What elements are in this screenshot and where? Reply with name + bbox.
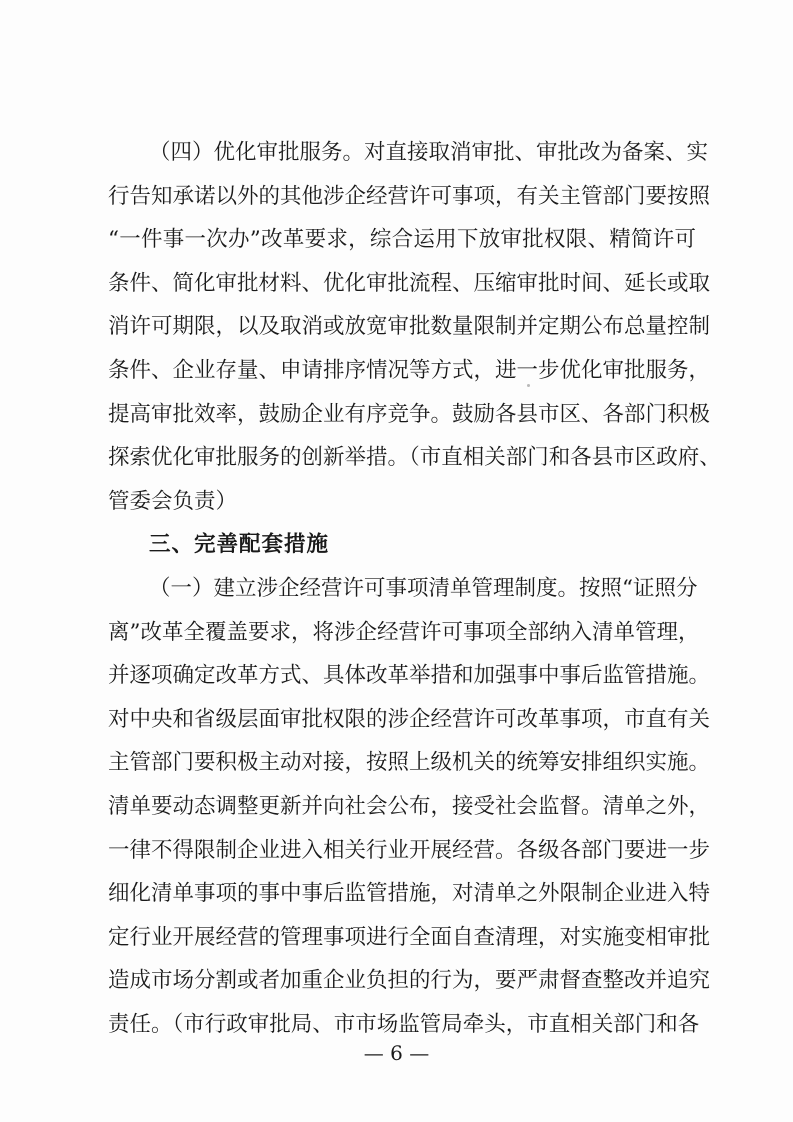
scan-speck (527, 384, 530, 387)
paragraph-line: 探索优化审批服务的创新举措。（市直相关部门和各县市区政府、 (108, 445, 721, 470)
paragraph-line: 离”改革全覆盖要求，将涉企经营许可事项全部纳入清单管理， (108, 620, 700, 645)
section-heading: 三、完善配套措施 (149, 532, 330, 557)
paragraph-line: 管委会负责） (108, 489, 238, 514)
paragraph-line: 主管部门要积极主动对接，按照上级机关的统筹安排组织实施。 (108, 750, 711, 775)
paragraph-line: 一律不得限制企业进入相关行业开展经营。各级各部门要进一步 (108, 838, 711, 863)
page-number: — 6 — (363, 1041, 430, 1065)
paragraph-line: “一件事一次办”改革要求，综合运用下放审批权限、精简许可 (108, 227, 696, 252)
paragraph-line: （四）优化审批服务。对直接取消审批、审批改为备案、实 (149, 140, 709, 165)
paragraph-line: 提高审批效率，鼓励企业有序竞争。鼓励各县市区、各部门积极 (108, 402, 711, 427)
paragraph-line: 定行业开展经营的管理事项进行全面自查清理，对实施变相审批 (108, 925, 711, 950)
paragraph-line: （一）建立涉企经营许可事项清单管理制度。按照“证照分 (149, 576, 698, 601)
paragraph-line: 消许可期限，以及取消或放宽审批数量限制并定期公布总量控制 (108, 314, 711, 339)
paragraph-line: 细化清单事项的事中事后监管措施，对清单之外限制企业进入特 (108, 881, 711, 906)
paragraph-line: 条件、简化审批材料、优化审批流程、压缩审批时间、延长或取 (108, 271, 711, 296)
paragraph-line: 造成市场分割或者加重企业负担的行为，要严肃督查整改并追究 (108, 968, 711, 993)
paragraph-line: 责任。（市行政审批局、市市场监管局牵头，市直相关部门和各 (108, 1012, 700, 1037)
paragraph-line: 对中央和省级层面审批权限的涉企经营许可改革事项，市直有关 (108, 707, 711, 732)
paragraph-line: 行告知承诺以外的其他涉企经营许可事项，有关主管部门要按照 (108, 184, 711, 209)
paragraph-line: 条件、企业存量、申请排序情况等方式，进一步优化审批服务， (108, 358, 711, 383)
paragraph-line: 并逐项确定改革方式、具体改革举措和加强事中事后监管措施。 (108, 663, 711, 688)
paragraph-line: 清单要动态调整更新并向社会公布，接受社会监督。清单之外， (108, 794, 711, 819)
